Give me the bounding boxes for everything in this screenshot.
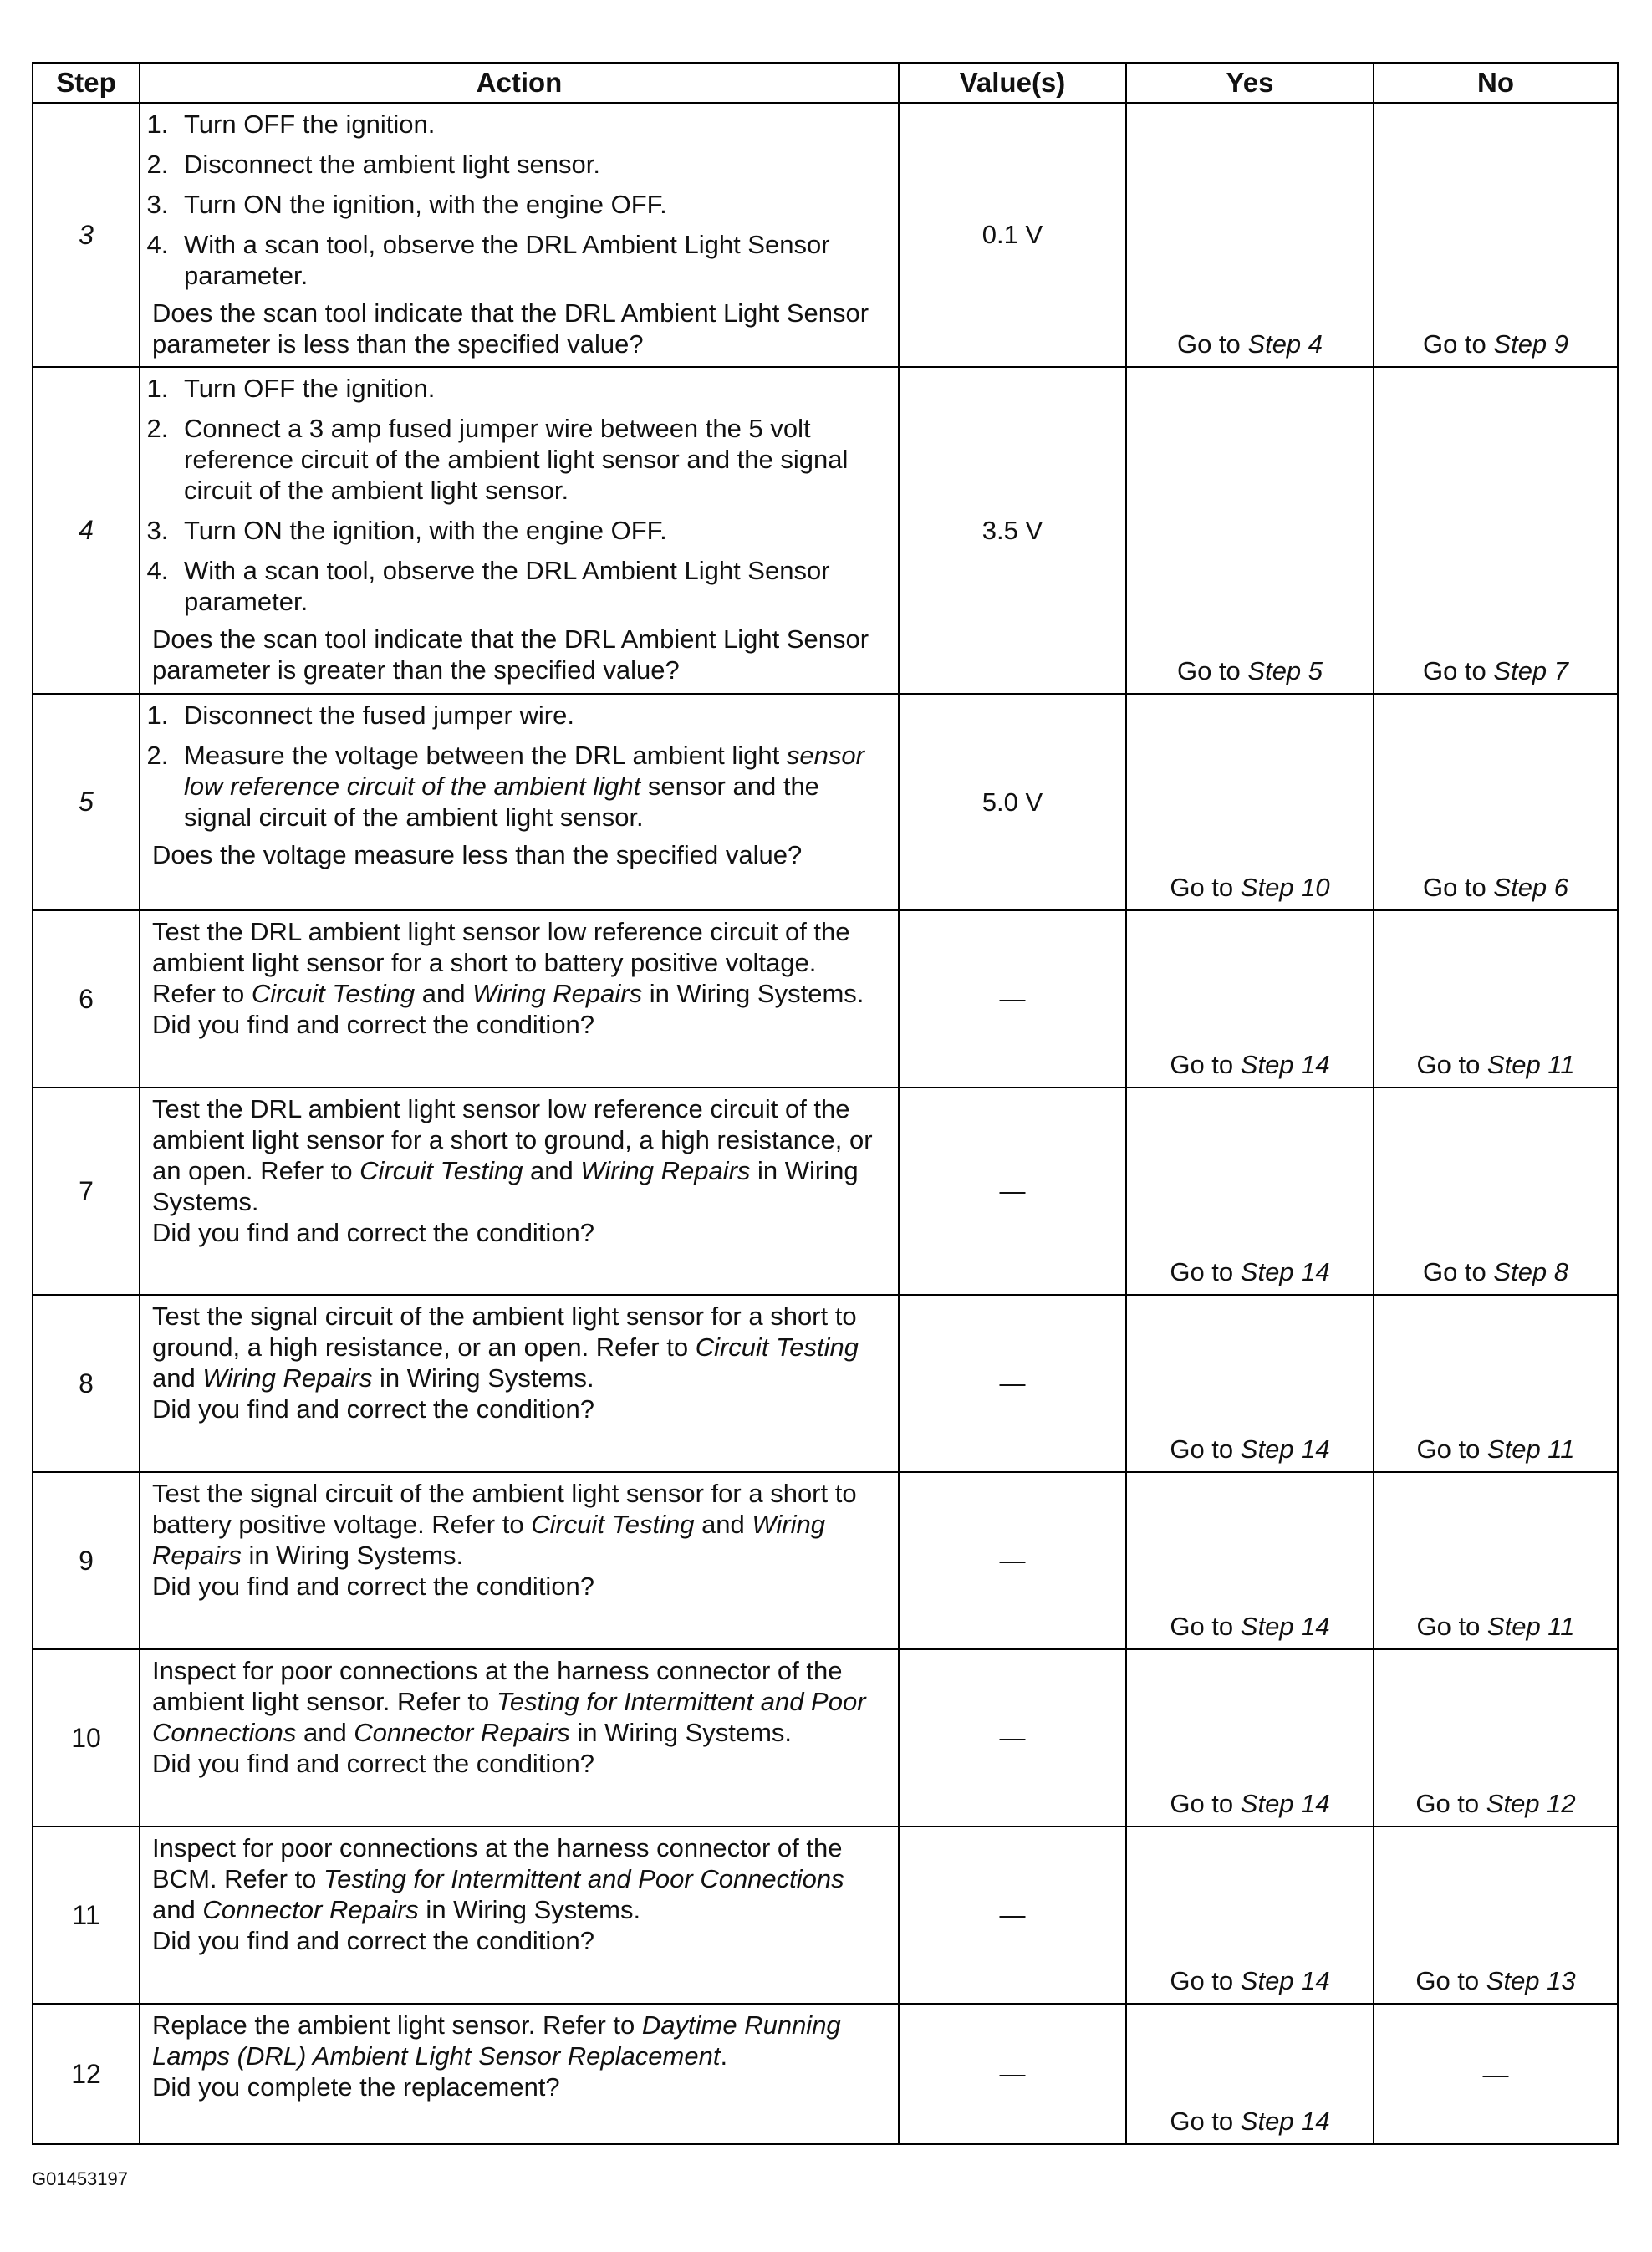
text-run: and [296, 1718, 354, 1747]
ref-circuit-testing: Circuit Testing [531, 1510, 695, 1539]
step-number: 7 [33, 1088, 140, 1295]
ref-testing-intermittent: Testing for Intermittent and Poor Connections [324, 1864, 844, 1893]
yes-prefix: Go to [1170, 2107, 1241, 2136]
no-prefix: Go to [1415, 1966, 1486, 1995]
yes-cell [1126, 694, 1374, 910]
yes-step-link: Step 14 [1240, 1257, 1330, 1286]
question-text: Does the voltage measure less than the specified value? [152, 840, 803, 869]
action-text [152, 1655, 886, 1748]
diagnostic-table [32, 62, 1619, 2145]
action-text [152, 1301, 886, 1393]
value-cell: — [899, 1472, 1126, 1649]
question-text: Did you complete the replacement? [152, 2072, 560, 2102]
ref-wiring-repairs: Wiring Repairs [580, 1156, 751, 1185]
header-yes: Yes [1126, 63, 1374, 103]
text-run: Test the DRL ambient light sensor low reference circuit of the ambient light sensor for a short to battery positive voltage. Refer to [152, 917, 850, 1008]
step-number: 11 [33, 1827, 140, 2004]
table-row [33, 694, 1618, 910]
no-cell [1374, 367, 1618, 694]
yes-step-link: Step 14 [1240, 1050, 1330, 1079]
yes-prefix: Go to [1170, 1612, 1241, 1641]
yes-prefix: Go to [1170, 1434, 1241, 1464]
item-text: sensor and the signal circuit of the ambient light sensor. [184, 772, 819, 832]
no-prefix: Go to [1422, 1257, 1494, 1286]
ref-wiring-repairs: Wiring Repairs [472, 979, 643, 1008]
item-italic-text: sensor low reference circuit of the ambient light [184, 741, 864, 801]
action-cell [140, 1088, 899, 1295]
question-text: Did you find and correct the condition? [152, 1572, 595, 1601]
step-number: 10 [33, 1649, 140, 1827]
table-row [33, 1827, 1618, 2004]
action-text [152, 1093, 886, 1217]
step-number: 6 [33, 910, 140, 1088]
yes-cell [1126, 1088, 1374, 1295]
no-step-link: Step 11 [1486, 1612, 1575, 1641]
text-run: Test the signal circuit of the ambient light sensor for a short to battery positive voltage. Refer to [152, 1479, 857, 1539]
item-text: Measure the voltage between the DRL ambient light [184, 741, 787, 770]
action-cell [140, 694, 899, 910]
yes-step-link: Step 14 [1240, 2107, 1330, 2136]
table-row [33, 1088, 1618, 1295]
header-row [33, 63, 1618, 103]
text-run: in Wiring Systems. [241, 1541, 464, 1570]
no-cell [1374, 910, 1618, 1088]
no-step-link: Step 11 [1486, 1050, 1575, 1079]
ref-circuit-testing: Circuit Testing [251, 979, 416, 1008]
yes-step-link: Step 14 [1240, 1434, 1330, 1464]
table-row [33, 910, 1618, 1088]
question-text: Did you find and correct the condition? [152, 1010, 595, 1039]
step-number: 8 [33, 1295, 140, 1472]
instruction-list [152, 373, 886, 624]
no-step-link: Step 8 [1493, 1257, 1569, 1286]
text-run: Test the DRL ambient light sensor low reference circuit of the ambient light sensor for a short to ground, a high resistance, or an open. Refer to [152, 1094, 873, 1185]
action-text [152, 1832, 886, 1925]
no-cell [1374, 1088, 1618, 1295]
value-cell: 5.0 V [899, 694, 1126, 910]
yes-prefix: Go to [1170, 1050, 1241, 1079]
yes-step-link: Step 4 [1247, 329, 1323, 359]
yes-step-link: Step 10 [1240, 873, 1330, 902]
text-run: Inspect for poor connections at the harness connector of the BCM. Refer to [152, 1833, 843, 1893]
header-action: Action [140, 63, 899, 103]
action-cell [140, 1827, 899, 2004]
no-prefix: Go to [1416, 1434, 1487, 1464]
ref-drl-sensor-replacement: Daytime Running Lamps (DRL) Ambient Light Sensor Replacement [152, 2010, 841, 2071]
table-row [33, 2004, 1618, 2144]
list-item: 2. Disconnect the ambient light sensor. [176, 149, 886, 180]
instruction-list [152, 109, 886, 298]
yes-step-link: Step 14 [1240, 1789, 1330, 1818]
yes-prefix: Go to [1176, 329, 1248, 359]
text-run: Inspect for poor connections at the harness connector of the ambient light sensor. Refer to [152, 1656, 843, 1716]
no-step-link: Step 6 [1493, 873, 1569, 902]
value-cell: — [899, 1088, 1126, 1295]
no-prefix: Go to [1416, 1050, 1487, 1079]
action-cell [140, 2004, 899, 2144]
yes-step-link: Step 5 [1247, 656, 1323, 685]
yes-prefix: Go to [1170, 1789, 1241, 1818]
no-prefix: Go to [1422, 329, 1494, 359]
ref-circuit-testing: Circuit Testing [359, 1156, 523, 1185]
yes-cell [1126, 103, 1374, 367]
table-row [33, 1472, 1618, 1649]
value-cell: — [899, 1827, 1126, 2004]
question-text: Did you find and correct the condition? [152, 1926, 595, 1955]
yes-cell [1126, 1472, 1374, 1649]
action-cell [140, 1649, 899, 1827]
no-cell [1374, 1472, 1618, 1649]
value-cell: — [899, 1295, 1126, 1472]
text-run: and [523, 1156, 581, 1185]
no-step-link: Step 7 [1493, 656, 1569, 685]
no-prefix: Go to [1422, 656, 1494, 685]
no-step-link: Step 11 [1486, 1434, 1575, 1464]
ref-wiring-repairs: Wiring Repairs [202, 1363, 373, 1393]
ref-testing-intermittent: Testing for Intermittent and Poor Connections [152, 1687, 866, 1747]
instruction-list [152, 700, 886, 839]
ref-connector-repairs: Connector Repairs [354, 1718, 570, 1747]
ref-wiring-repairs: Wiring Repairs [152, 1510, 825, 1570]
yes-prefix: Go to [1170, 1966, 1241, 1995]
table-row [33, 367, 1618, 694]
table-row [33, 1649, 1618, 1827]
value-cell: — [899, 2004, 1126, 2144]
text-run: Test the signal circuit of the ambient light sensor for a short to ground, a high resistance, or an open. Refer to [152, 1302, 857, 1362]
list-item: 1. Turn OFF the ignition. [176, 109, 886, 140]
yes-cell [1126, 910, 1374, 1088]
list-item: 3. Turn ON the ignition, with the engine OFF. [176, 189, 886, 220]
figure-id: G01453197 [32, 2168, 128, 2189]
ref-connector-repairs: Connector Repairs [202, 1895, 419, 1924]
text-run: in Wiring Systems. [642, 979, 864, 1008]
list-item: 4. With a scan tool, observe the DRL Ambient Light Sensor parameter. [176, 555, 886, 617]
question-text: Does the scan tool indicate that the DRL Ambient Light Sensor parameter is less than the specified value? [152, 298, 869, 359]
action-text [152, 1478, 886, 1571]
no-cell [1374, 1295, 1618, 1472]
no-cell [1374, 103, 1618, 367]
text-run: in Wiring Systems. [152, 1156, 859, 1216]
yes-prefix: Go to [1170, 1257, 1241, 1286]
text-run: and [152, 1363, 203, 1393]
action-cell [140, 910, 899, 1088]
yes-cell [1126, 1649, 1374, 1827]
question-text: Did you find and correct the condition? [152, 1749, 595, 1778]
no-cell [1374, 1649, 1618, 1827]
yes-cell [1126, 1827, 1374, 2004]
yes-prefix: Go to [1170, 873, 1241, 902]
question-text: Does the scan tool indicate that the DRL Ambient Light Sensor parameter is greater than the specified value? [152, 624, 869, 685]
no-prefix: Go to [1416, 1612, 1487, 1641]
no-cell: — [1374, 2004, 1618, 2144]
yes-cell [1126, 1295, 1374, 1472]
text-run: and [152, 1895, 203, 1924]
no-prefix: Go to [1422, 873, 1494, 902]
no-prefix: Go to [1415, 1789, 1486, 1818]
step-number: 4 [33, 367, 140, 694]
action-cell [140, 1295, 899, 1472]
yes-cell [1126, 367, 1374, 694]
no-cell [1374, 1827, 1618, 2004]
text-run: Replace the ambient light sensor. Refer to [152, 2010, 642, 2040]
text-run: in Wiring Systems. [569, 1718, 793, 1747]
yes-step-link: Step 14 [1240, 1612, 1330, 1641]
action-cell [140, 367, 899, 694]
list-item: 4. With a scan tool, observe the DRL Ambient Light Sensor parameter. [176, 229, 886, 291]
action-cell [140, 103, 899, 367]
step-number: 12 [33, 2004, 140, 2144]
header-step: Step [33, 63, 140, 103]
no-cell [1374, 694, 1618, 910]
list-item: 1. Disconnect the fused jumper wire. [176, 700, 886, 731]
list-item [176, 740, 886, 833]
step-number: 3 [33, 103, 140, 367]
action-cell [140, 1472, 899, 1649]
text-run: and [694, 1510, 752, 1539]
list-item: 3. Turn ON the ignition, with the engine OFF. [176, 515, 886, 546]
list-item: 1. Turn OFF the ignition. [176, 373, 886, 404]
action-text [152, 2010, 886, 2071]
no-step-link: Step 9 [1493, 329, 1569, 359]
no-step-link: Step 13 [1486, 1966, 1576, 1995]
step-number: 5 [33, 694, 140, 910]
header-no: No [1374, 63, 1618, 103]
text-run: in Wiring Systems. [418, 1895, 641, 1924]
text-run: in Wiring Systems. [372, 1363, 594, 1393]
value-cell: 0.1 V [899, 103, 1126, 367]
yes-step-link: Step 14 [1240, 1966, 1330, 1995]
ref-circuit-testing: Circuit Testing [695, 1332, 859, 1362]
value-cell: 3.5 V [899, 367, 1126, 694]
yes-cell [1126, 2004, 1374, 2144]
yes-prefix: Go to [1176, 656, 1248, 685]
action-text [152, 916, 886, 1009]
table-row [33, 103, 1618, 367]
question-text: Did you find and correct the condition? [152, 1394, 595, 1424]
text-run: and [415, 979, 473, 1008]
list-item: 2. Connect a 3 amp fused jumper wire between the 5 volt reference circuit of the ambient light sensor and the signal circuit of the ambient light sensor. [176, 413, 886, 506]
step-number: 9 [33, 1472, 140, 1649]
question-text: Did you find and correct the condition? [152, 1218, 595, 1247]
no-step-link: Step 12 [1486, 1789, 1576, 1818]
table-row [33, 1295, 1618, 1472]
text-run: . [720, 2041, 728, 2071]
value-cell: — [899, 1649, 1126, 1827]
header-values: Value(s) [899, 63, 1126, 103]
value-cell: — [899, 910, 1126, 1088]
